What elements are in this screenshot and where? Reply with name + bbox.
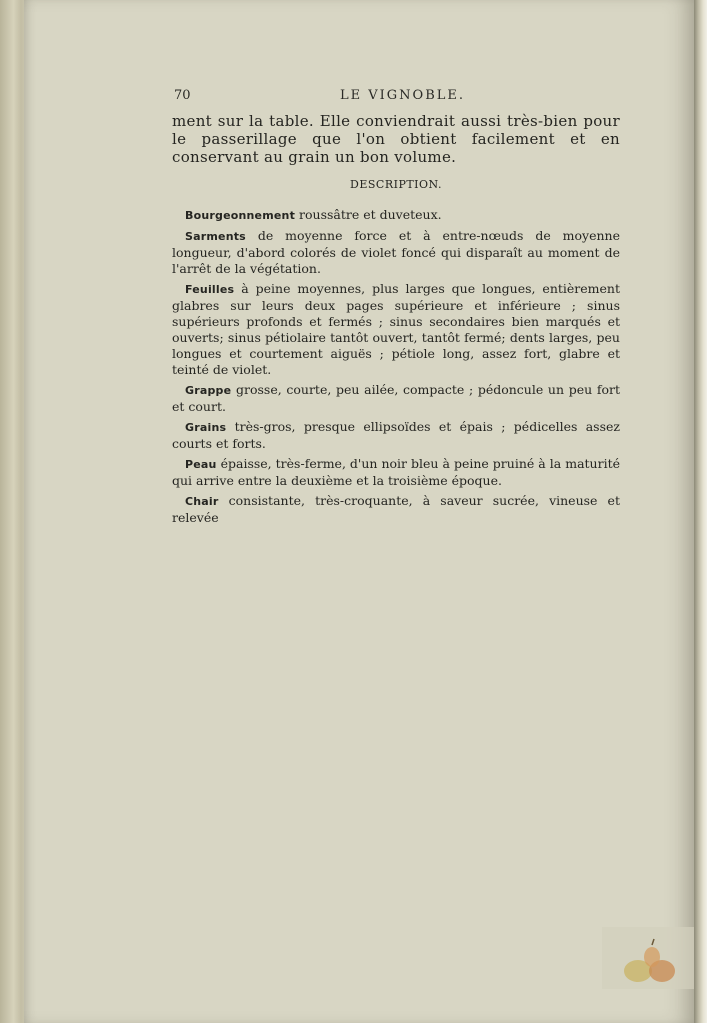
- entry-text: grosse, courte, peu ailée, compacte ; pédoncule un peu fort et court.: [172, 382, 620, 414]
- entry-term: Feuilles: [185, 283, 235, 296]
- description-heading: DESCRIPTION.: [350, 178, 442, 191]
- page-body: [172, 112, 620, 530]
- entry-text: roussâtre et duveteux.: [299, 207, 442, 222]
- entry-feuilles: [172, 281, 620, 378]
- fruit-watermark-icon: [602, 927, 694, 989]
- entry-term: Bourgeonnement: [185, 209, 296, 222]
- entry-text: épaisse, très-ferme, d'un noir bleu à peine pruiné à la maturité qui arrive entre la deuxième et la troisième époque.: [172, 456, 620, 488]
- entry-peau: [172, 456, 620, 489]
- entry-sarments: [172, 228, 620, 277]
- entry-term: Grappe: [185, 384, 232, 397]
- page-number: 70: [174, 88, 191, 103]
- entry-grappe: [172, 382, 620, 415]
- entry-term: Sarments: [185, 230, 246, 243]
- entry-chair: [172, 493, 620, 526]
- entry-text: à peine moyennes, plus larges que longues, entièrement glabres sur leurs deux pages supérieure et inférieure ; sinus supérieurs profonds et fermés ; sinus secondaires bien marqués et ouverts; sinus pétiolaire tantôt ouvert, tantôt fermé; dents larges, peu longues et courtement aiguës ; pétiole long, assez fort, glabre et teinté de violet.: [172, 281, 620, 377]
- entry-term: Peau: [185, 458, 217, 471]
- page-header: [174, 88, 614, 108]
- entry-text: consistante, très-croquante, à saveur sucrée, vineuse et relevée: [172, 493, 620, 525]
- intro-paragraph: ment sur la table. Elle conviendrait aussi très-bien pour le passerillage que l'on obtient facilement et en conservant au grain un bon volume.: [172, 112, 620, 166]
- entry-text: de moyenne force et à entre-nœuds de moyenne longueur, d'abord colorés de violet foncé qui disparaît au moment de l'arrêt de la végétation.: [172, 228, 620, 276]
- entry-term: Grains: [185, 421, 227, 434]
- entry-bourgeonnement: [172, 207, 620, 224]
- entry-term: Chair: [185, 495, 219, 508]
- entry-text: très-gros, presque ellipsoïdes et épais ; pédicelles assez courts et forts.: [172, 419, 620, 451]
- right-page-edge: [694, 0, 707, 1023]
- entry-grains: [172, 419, 620, 452]
- running-title: LE VIGNOBLE.: [340, 88, 466, 103]
